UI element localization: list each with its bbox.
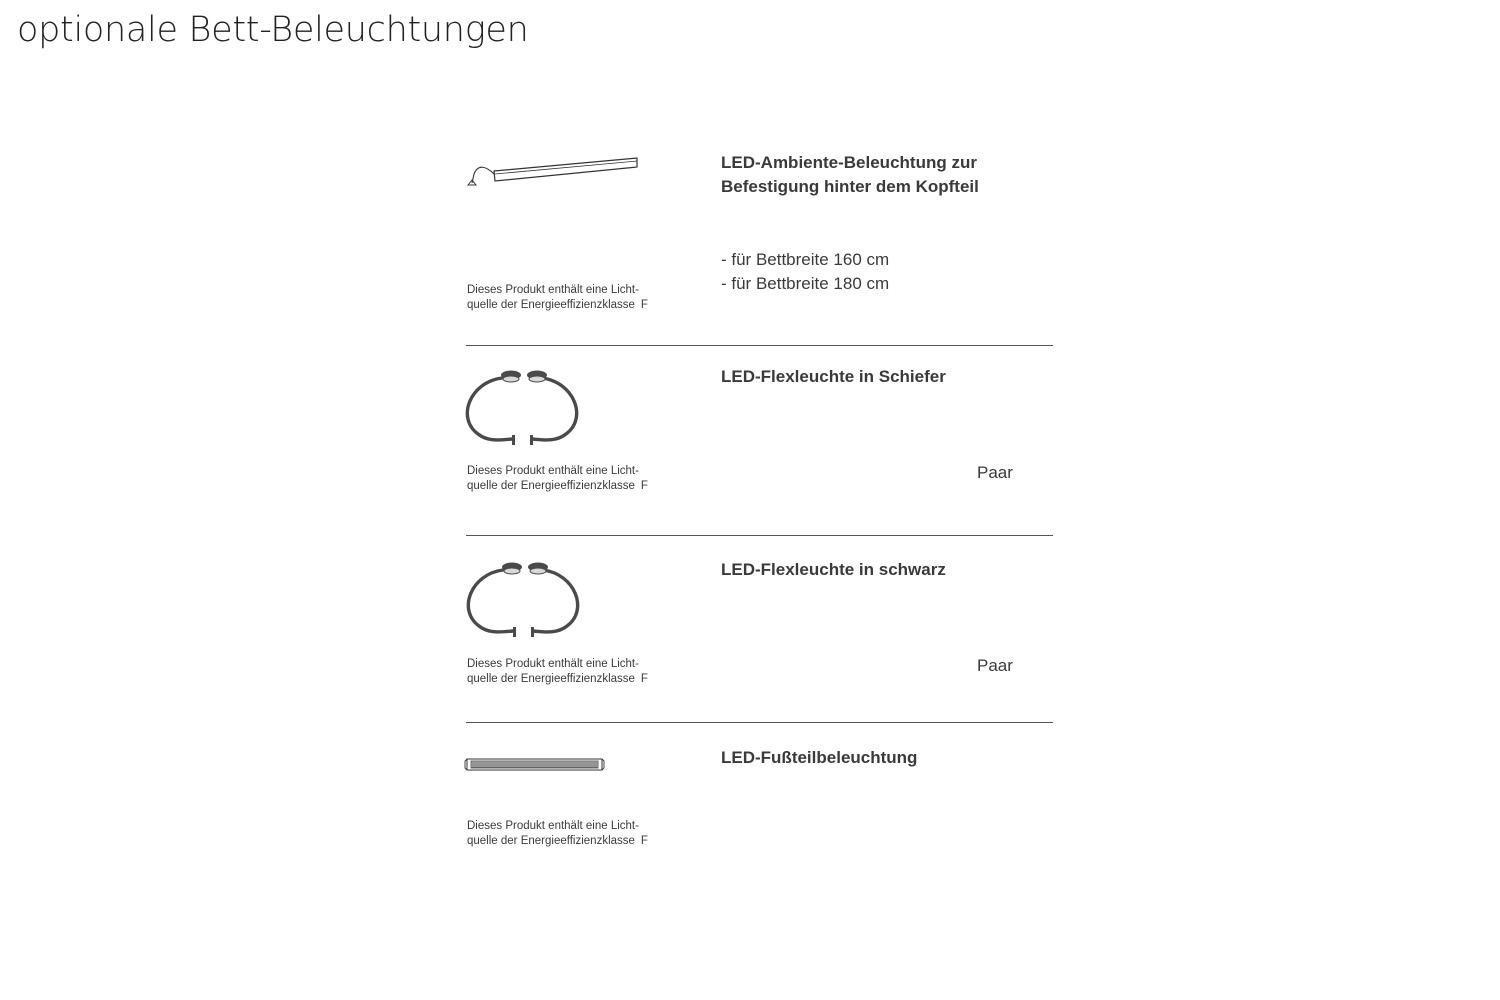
unit-label: Paar xyxy=(977,656,1013,675)
divider xyxy=(466,535,1053,536)
flex-lamp-pair-icon xyxy=(461,558,591,640)
product-name: LED-Ambiente-Beleuchtung zur Befestigung hinter dem Kopfteil xyxy=(721,153,979,196)
energy-note-line2: quelle der Energieeffizienzklasse xyxy=(467,673,635,685)
energy-label-note xyxy=(467,657,648,687)
energy-note-line1: Dieses Produkt enthält eine Licht- xyxy=(467,284,639,296)
energy-label-note xyxy=(467,819,648,849)
divider xyxy=(466,345,1053,346)
product-name: LED-Flexleuchte in Schiefer xyxy=(721,367,946,386)
energy-note-line2: quelle der Energieeffizienzklasse xyxy=(467,835,635,847)
energy-note-line2: quelle der Energieeffizienzklasse xyxy=(467,480,635,492)
energy-note-line1: Dieses Produkt enthält eine Licht- xyxy=(467,820,639,832)
unit-label: Paar xyxy=(977,463,1013,482)
energy-note-line1: Dieses Produkt enthält eine Licht- xyxy=(467,658,639,670)
flex-lamp-pair-icon xyxy=(460,366,590,448)
energy-label-note xyxy=(467,283,648,313)
led-footboard-bar-icon xyxy=(464,756,606,774)
energy-class: F xyxy=(640,480,648,492)
energy-note-line1: Dieses Produkt enthält eine Licht- xyxy=(467,465,639,477)
size-options xyxy=(721,248,889,296)
energy-label-note xyxy=(467,464,648,494)
divider xyxy=(466,722,1053,723)
led-strip-with-cable-icon xyxy=(464,152,642,188)
energy-class: F xyxy=(640,673,648,685)
energy-class: F xyxy=(640,299,648,311)
energy-note-line2: quelle der Energieeffizienzklasse xyxy=(467,299,635,311)
size-option-160: - für Bettbreite 160 cm xyxy=(721,250,890,269)
size-option-180: - für Bettbreite 180 cm xyxy=(721,274,890,293)
product-name: LED-Flexleuchte in schwarz xyxy=(721,560,946,579)
page-title: optionale Bett-Beleuchtungen xyxy=(17,10,529,50)
energy-class: F xyxy=(640,835,648,847)
product-name: LED-Fußteilbeleuchtung xyxy=(721,748,918,767)
